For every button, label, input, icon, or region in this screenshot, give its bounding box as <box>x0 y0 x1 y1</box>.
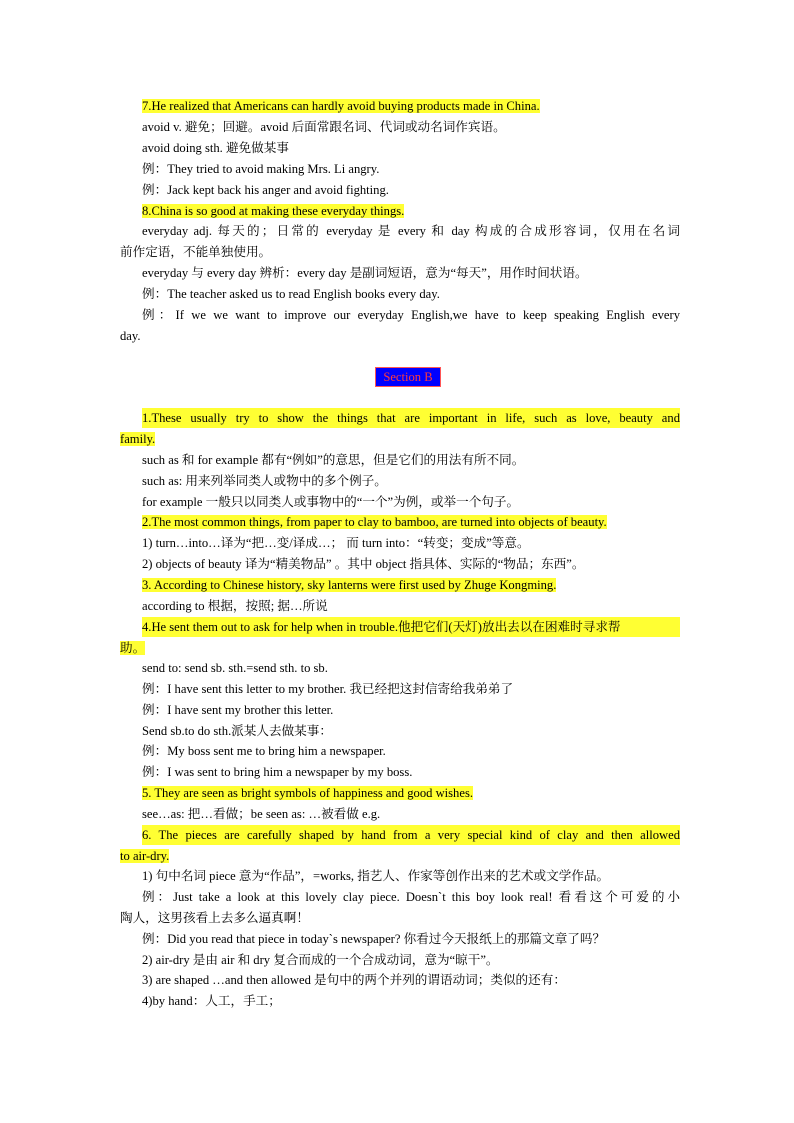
example-line: 例：The teacher asked us to read English books every day. <box>142 287 440 301</box>
text-line: 4)by hand：人工，手工； <box>142 994 281 1008</box>
sentence-4-cont: 助。 <box>120 641 146 655</box>
example-line: 例：I was sent to bring him a newspaper by my boss. <box>142 765 413 779</box>
text-line: 陶人，这男孩看上去多么逼真啊！ <box>120 911 309 925</box>
sentence-8: 8.China is so good at making these everyday things. <box>142 204 405 218</box>
text-line: everyday adj. 每天的；日常的 everyday 是 every 和 day 构成的合成形容词，仅用在名词 <box>142 224 680 238</box>
sentence-1: 1.These usually try to show the things that are important in life, such as love, beauty and <box>142 408 680 428</box>
example-line: 例：They tried to avoid making Mrs. Li angry. <box>142 162 380 176</box>
text-line: such as 和 for example 都有“例如”的意思，但是它们的用法有所不同。 <box>142 453 525 467</box>
sentence-1-cont: family. <box>120 432 156 446</box>
text-line: avoid doing sth. 避免做某事 <box>142 141 289 155</box>
text-line: Send sb.to do sth.派某人去做某事： <box>142 724 332 738</box>
sentence-3: 3. According to Chinese history, sky lanterns were first used by Zhuge Kongming. <box>142 578 557 592</box>
sentence-5: 5. They are seen as bright symbols of happiness and good wishes. <box>142 786 473 800</box>
sentence-4: 4.He sent them out to ask for help when in trouble.他把它们(天灯)放出去以在困难时寻求帮 <box>142 617 680 637</box>
text-line: 2) air-dry 是由 air 和 dry 复合而成的一个合成动词，意为“晾干”。 <box>142 953 499 967</box>
example-line: 例：I have sent my brother this letter. <box>142 703 334 717</box>
text-line: 3) are shaped …and then allowed 是句中的两个并列的谓语动词；类似的还有： <box>142 973 566 987</box>
example-line: 例：If we we want to improve our everyday English,we have to keep speaking English every <box>142 308 680 322</box>
sentence-7: 7.He realized that Americans can hardly avoid buying products made in China. <box>142 99 540 113</box>
text-line: such as: 用来列举同类人或物中的多个例子。 <box>142 474 387 488</box>
text-line: send to: send sb. sth.=send sth. to sb. <box>142 661 328 675</box>
text-line: for example 一般只以同类人或事物中的“一个”为例，或举一个句子。 <box>142 495 520 509</box>
example-line: 例：Jack kept back his anger and avoid fighting. <box>142 183 389 197</box>
sentence-6-cont: to air-dry. <box>120 849 170 863</box>
text-line: according to 根据，按照; 据…所说 <box>142 599 328 613</box>
text-line: 1) 句中名词 piece 意为“作品”，=works, 指艺人、作家等创作出来的艺术或文学作品。 <box>142 869 610 883</box>
text-line: avoid v. 避免；回避。avoid 后面常跟名词、代词或动名词作宾语。 <box>142 120 506 134</box>
sentence-6: 6. The pieces are carefully shaped by hand from a very special kind of clay and then allowed <box>142 825 680 845</box>
text-line: 前作定语，不能单独使用。 <box>120 245 272 259</box>
example-line: 例：I have sent this letter to my brother. 我已经把这封信寄给我弟弟了 <box>142 682 514 696</box>
example-line: 例：Just take a look at this lovely clay piece. Doesn`t this boy look real! 看看这个可爱的小 <box>142 890 680 904</box>
example-line: 例：Did you read that piece in today`s newspaper? 你看过今天报纸上的那篇文章了吗？ <box>142 932 606 946</box>
text-line: everyday 与 every day 辨析：every day 是副词短语，意为“每天”，用作时间状语。 <box>142 266 588 280</box>
example-line: 例：My boss sent me to bring him a newspaper. <box>142 744 386 758</box>
text-line: see…as: 把…看做；be seen as: …被看做 e.g. <box>142 807 381 821</box>
text-line: day. <box>120 329 141 343</box>
text-line: 1) turn…into…译为“把…变/译成…； 而 turn into：“转变；变成”等意。 <box>142 536 530 550</box>
section-heading: Section B <box>376 368 440 386</box>
sentence-2: 2.The most common things, from paper to clay to bamboo, are turned into objects of beauty. <box>142 515 607 529</box>
text-line: 2) objects of beauty 译为“精美物品” 。其中 object 指具体、实际的“物品；东西”。 <box>142 557 585 571</box>
